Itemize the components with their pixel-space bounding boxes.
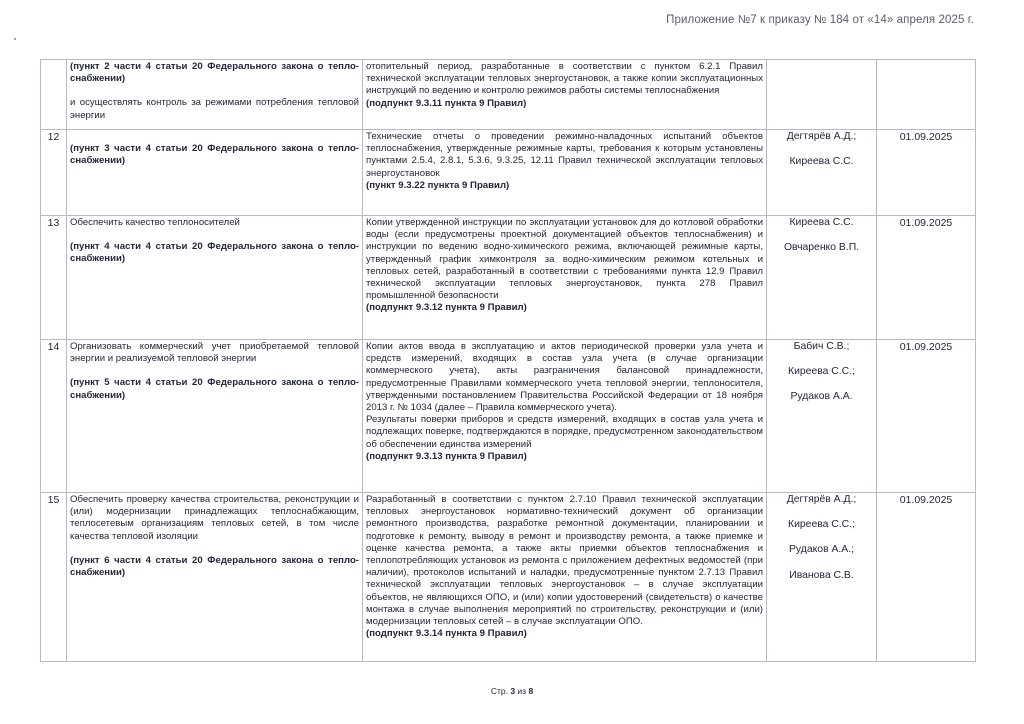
scan-artifact bbox=[14, 38, 16, 40]
footer-of: из bbox=[517, 686, 527, 696]
deadline-date: 01.09.2025 bbox=[877, 130, 976, 216]
responsible-cell bbox=[767, 493, 877, 662]
row-number: 13 bbox=[41, 216, 67, 340]
requirement-cell bbox=[67, 216, 363, 340]
law-reference: (пункт 3 части 4 статьи 20 Федерального закона о тепло-снабжении) bbox=[70, 143, 359, 167]
document-text: Копии актов ввода в эксплуатацию и актов периодической проверки узла учета и средств измерений, входящих в состав узла учета (в случае организации коммерческого учета), акты разграничения балансовой принадлежности, предусмотренные Правилами коммерческого учета тепловой энергии, теплоносителя, утвержденными постановлением Правительства Российской Федерации от 18 ноября 2013 г. № 1034 (далее – Правила коммерческого учета). bbox=[366, 341, 763, 414]
responsible-person: Дегтярёв А.Д.; bbox=[786, 131, 857, 142]
document-text: Результаты поверки приборов и средств измерений, входящих в состав узла учета и подлежащих поверке, подтверждаются в порядке, предусмотренном законодательством об обеспечении единства измерений bbox=[366, 414, 763, 450]
documents-cell bbox=[363, 130, 767, 216]
footer-page-total: 8 bbox=[528, 686, 534, 696]
requirement-text: и осуществлять контроль за режимами потребления тепловой энергии bbox=[70, 97, 359, 121]
footer-prefix: Стр. bbox=[490, 686, 508, 696]
law-reference: (пункт 5 части 4 статьи 20 Федерального закона о тепло-снабжении) bbox=[70, 377, 359, 401]
responsible-person: Киреева С.С. bbox=[789, 217, 854, 228]
table-row bbox=[41, 340, 976, 493]
documents-cell bbox=[363, 216, 767, 340]
requirement-cell bbox=[67, 340, 363, 493]
responsible-cell bbox=[767, 60, 877, 130]
row-number: 12 bbox=[41, 130, 67, 216]
responsible-cell bbox=[767, 340, 877, 493]
responsible-cell bbox=[767, 216, 877, 340]
table-row bbox=[41, 60, 976, 130]
deadline-date bbox=[877, 60, 976, 130]
row-number: 15 bbox=[41, 493, 67, 662]
rule-reference: (подпункт 9.3.14 пункта 9 Правил) bbox=[366, 628, 527, 640]
row-number: 14 bbox=[41, 340, 67, 493]
page-header: Приложение №7 к приказу № 184 от «14» апреля 2025 г. bbox=[666, 14, 974, 26]
requirement-text: Обеспечить проверку качества строительства, реконструкции и (или) модернизации принадлежащих теплоснабжающим, теплосетевым организациям тепловых сетей, в том числе качества тепловой изоляции bbox=[70, 494, 359, 542]
requirement-cell bbox=[67, 493, 363, 662]
law-reference: (пункт 4 части 4 статьи 20 Федерального закона о тепло-снабжении) bbox=[70, 241, 359, 265]
documents-cell bbox=[363, 340, 767, 493]
requirement-text: Обеспечить качество теплоносителей bbox=[70, 217, 240, 228]
document-text: Копии утвержденной инструкции по эксплуатации установок для до котловой обработки воды (если предусмотрены проектной документацией объектов теплоснабжения) и инструкции по ведению водно-химического режима, включающей режимные карты, утвержденный график химконтроля за водно-химическим режимом котельных и тепловых сетей, разработанный в соответствии с требованиями пункта 12.9 Правил технической эксплуатации тепловых энергоустановок, пункта 278 Правил промышленной безопасности bbox=[366, 217, 763, 302]
row-number bbox=[41, 60, 67, 130]
documents-cell bbox=[363, 493, 767, 662]
responsible-person: Бабич С.В.; bbox=[793, 341, 850, 352]
footer-page-number: 3 bbox=[510, 686, 516, 696]
responsible-person: Дегтярёв А.Д.; bbox=[786, 494, 857, 505]
responsible-person: Овчаренко В.П. bbox=[783, 242, 860, 254]
rule-reference: (подпункт 9.3.11 пункта 9 Правил) bbox=[366, 97, 527, 109]
responsible-person: Иванова С.В. bbox=[789, 569, 854, 581]
document-text: Разработанный в соответствии с пунктом 2.7.10 Правил технической эксплуатации тепловых энергоустановок нормативно-технический документ об организации ремонтного производства, разработке ремонтной документации, планировании и подготовке к ремонту, выводу в ремонт и производству ремонта, а также приемке и оценке качества ремонта, а также акты приемки объектов теплоснабжения и теплопотребляющих установок из ремонта с приложением дефектных ведомостей (при наличии), протоколов испытаний и наладки, предусмотренные пунктом 2.7.13 Правил технической эксплуатации тепловых энергоустановок – в случае эксплуатации объектов, не являющихся ОПО, и (или) копии удостоверений (свидетельств) о качестве монтажа в случае выполнения мероприятий по строительству, реконструкции и (или) модернизации тепловых сетей – в случае эксплуатации ОПО. bbox=[366, 494, 763, 628]
rule-reference: (пункт 9.3.22 пункта 9 Правил) bbox=[366, 179, 510, 191]
rule-reference: (подпункт 9.3.12 пункта 9 Правил) bbox=[366, 302, 527, 314]
responsible-cell bbox=[767, 130, 877, 216]
responsible-person: Киреева С.С.; bbox=[788, 519, 855, 531]
page-footer bbox=[0, 686, 1024, 696]
document-text: Технические отчеты о проведении режимно-наладочных испытаний объектов теплоснабжения, утвержденные режимные карты, требования к которым установлены пунктами 2.5.4, 2.8.1, 5.3.6, 9.3.25, 12.11 Правил технической эксплуатации тепловых энергоустановок bbox=[366, 131, 763, 179]
requirement-cell bbox=[67, 60, 363, 130]
requirements-table bbox=[40, 59, 976, 662]
table-row bbox=[41, 130, 976, 216]
rule-reference: (подпункт 9.3.13 пункта 9 Правил) bbox=[366, 450, 527, 462]
deadline-date: 01.09.2025 bbox=[877, 340, 976, 493]
responsible-person: Рудаков А.А.; bbox=[789, 544, 854, 556]
law-reference: (пункт 6 части 4 статьи 20 Федерального закона о тепло-снабжении) bbox=[70, 554, 359, 579]
table-row bbox=[41, 216, 976, 340]
table-row bbox=[41, 493, 976, 662]
responsible-person: Киреева С.С. bbox=[789, 156, 854, 168]
requirement-cell bbox=[67, 130, 363, 216]
deadline-date: 01.09.2025 bbox=[877, 216, 976, 340]
requirement-text: Организовать коммерческий учет приобретаемой тепловой энергии и реализуемой тепловой энергии bbox=[70, 341, 359, 365]
document-text: отопительный период, разработанные в соответствии с пунктом 6.2.1 Правил технической эксплуатации тепловых энергоустановок, а также копии эксплуатационных инструкций по ведению и контролю режимов работы системы теплоснабжения bbox=[366, 61, 763, 97]
documents-cell bbox=[363, 60, 767, 130]
responsible-person: Рудаков А.А. bbox=[790, 391, 853, 403]
deadline-date: 01.09.2025 bbox=[877, 493, 976, 662]
law-reference: (пункт 2 части 4 статьи 20 Федерального закона о тепло-снабжении) bbox=[70, 61, 359, 85]
responsible-person: Киреева С.С.; bbox=[788, 366, 855, 378]
